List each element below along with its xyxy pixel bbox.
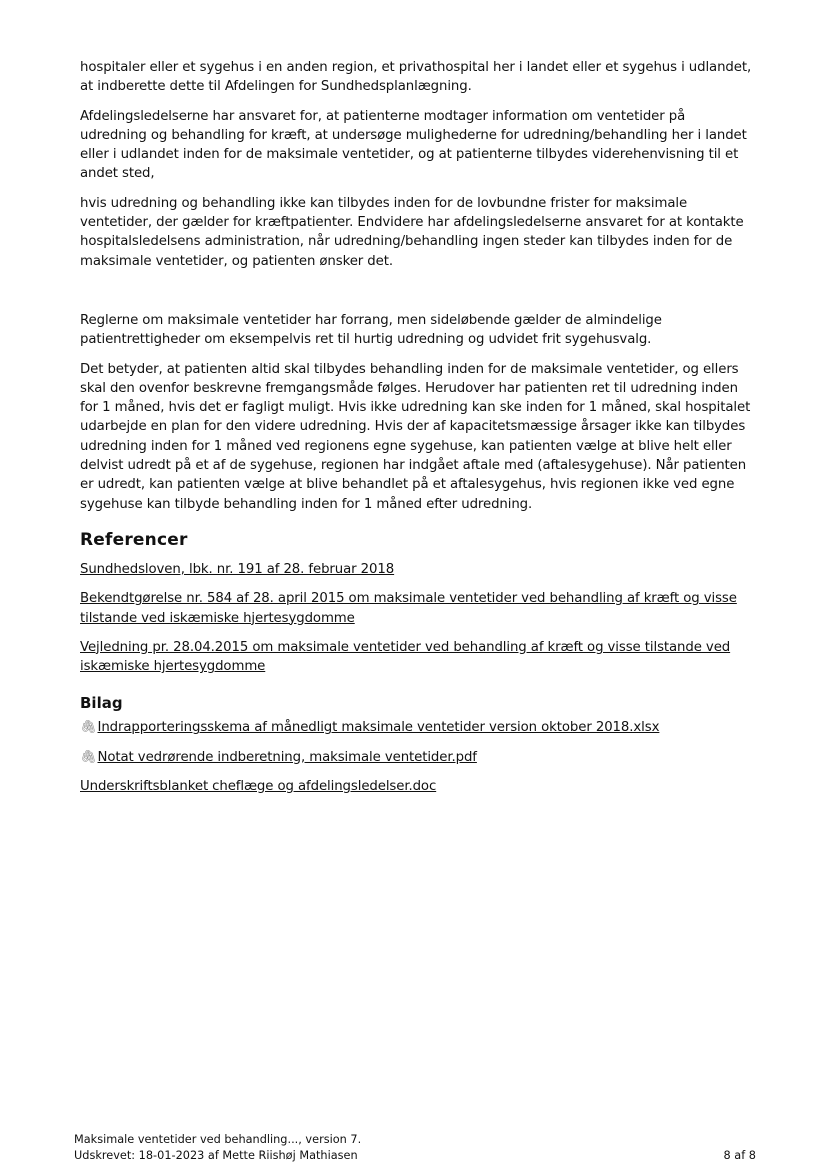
attachment-label: Indrapporteringsskema af månedligt maksimale ventetider version oktober 2018.xlsx [97,720,660,736]
attachment-link-doc[interactable] [80,777,752,796]
paperclip-icon: 🖇 [80,749,97,765]
paragraph: Afdelingsledelserne har ansvaret for, at patienterne modtager information om ventetider på udredning og behandling for kræft, at undersøge mulighederne for udredning/behandling her i landet eller i udlandet inden for de maksimale ventetider, og at patienterne tilbydes viderehenvisning til et andet sted, [80,108,747,182]
document-body [80,58,752,806]
spacer [80,281,752,311]
attachment-link-xlsx[interactable] [80,718,752,737]
page-footer [74,1132,756,1164]
attachments-heading: Bilag [80,694,123,713]
paragraph: hvis udredning og behandling ikke kan tilbydes inden for de lovbundne frister for maksimale ventetider, der gælder for kræftpatienter. Endvidere har afdelingsledelserne ansvaret for at kontakte hospitalsledelsens administration, når udredning/behandling ingen steder kan tilbydes inden for de maksimale ventetider, og patienten ønsker det. [80,195,744,269]
attachment-label: Notat vedrørende indberetning, maksimale ventetider.pdf [97,749,477,765]
paperclip-icon: 🖇 [80,720,97,736]
reference-link-bekendtgoerelse[interactable]: Bekendtgørelse nr. 584 af 28. april 2015 om maksimale ventetider ved behandling af kræft og visse tilstande ved iskæmiske hjertesygdomme [80,591,737,626]
references-heading: Referencer [80,529,188,550]
footer-printed-info: Udskrevet: 18-01-2023 af Mette Riishøj Mathiasen [74,1149,358,1162]
attachment-link-pdf[interactable] [80,748,752,767]
footer-page-number: 8 af 8 [723,1149,756,1162]
reference-link-sundhedsloven[interactable]: Sundhedsloven, lbk. nr. 191 af 28. februar 2018 [80,561,395,577]
paragraph: Reglerne om maksimale ventetider har forrang, men sideløbende gælder de almindelige patientrettigheder om eksempelvis ret til hurtig udredning og udvidet frit sygehusvalg. [80,312,662,348]
reference-link-vejledning[interactable]: Vejledning pr. 28.04.2015 om maksimale ventetider ved behandling af kræft og visse tilstande ved iskæmiske hjertesygdomme [80,639,731,675]
paragraph: Det betyder, at patienten altid skal tilbydes behandling inden for de maksimale ventetider, og ellers skal den ovenfor beskrevne fremgangsmåde følges. Herudover har patienten ret til udredning inden for 1 måned, hvis det er fagligt muligt. Hvis ikke udredning kan ske inden for 1 måned, skal hospitalet udarbejde en plan for den videre udredning. Hvis der af kapacitetsmæssige årsager ikke kan tilbydes udredning inden for 1 måned ved regionens egne sygehuse, kan patienten vælge at blive helt eller delvist udredt på et af de sygehuse, regionen har indgået aftale med (aftalesygehuse). Når patienten er udredt, kan patienten vælge at blive behandlet på et aftalesygehus, hvis regionen ikke ved egne sygehuse kan tilbyde behandling inden for 1 måned efter udredning. [80,361,751,512]
paragraph: hospitaler eller et sygehus i en anden region, et privathospital her i landet eller et sygehus i udlandet, at indberette dette til Afdelingen for Sundhedsplanlægning. [80,60,752,95]
attachment-label: Underskriftsblanket cheflæge og afdelingsledelser.doc [80,779,437,795]
footer-doc-title: Maksimale ventetider ved behandling..., version 7. [74,1133,362,1146]
